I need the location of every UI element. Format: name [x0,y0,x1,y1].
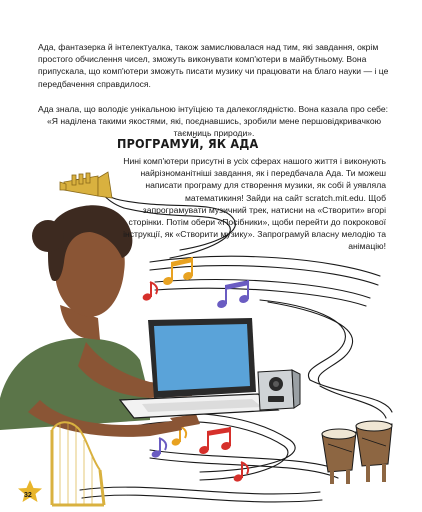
laptop-icon [120,318,278,418]
speaker-icon [258,370,300,410]
paragraph-intuition-intro: Ада знала, що володіє унікальною інтуїцією та далекоглядністю. Вона казала про себе: [38,104,388,114]
trumpet-icon [60,172,112,198]
drums-icon [322,421,392,484]
section-heading: ПРОГРАМУЙ, ЯК АДА [117,136,259,151]
section-body: Нині комп'ютери присутні в усіх сферах нашого життя і виконують найрізноманітніші завдання, як і передбачала Ада. Ти можеш написати програму для створення музики, як собі й уявляла математикиня! Зайди на сайт scratch.mit.edu. Щоб запрограмувати музичний трек, натисни на «Створити» вгорі сторінки. Потім обери «Посібники», щоби перейти до покрокової інструкції, як «Створити музику». Запрограмуй власну мелодію та анімацію! [123,156,386,252]
page-number: 32 [24,492,32,499]
paragraph-imagination: Ада, фантазерка й інтелектуалка, також замислювалася над тим, які завдання, окрім простого обчислення чисел, зможуть виконувати комп'ютери в майбутньому. Вона припускала, що комп'ютери зможуть писати музику чи працювати на благо науки — і це передбачення справдилося. [38,42,389,89]
paragraph-intuition [38,103,390,140]
ada-quote: «Я наділена такими якостями, які, поєднавшись, зробили мене першовідкривачкою таємниць природи». [46,116,382,139]
